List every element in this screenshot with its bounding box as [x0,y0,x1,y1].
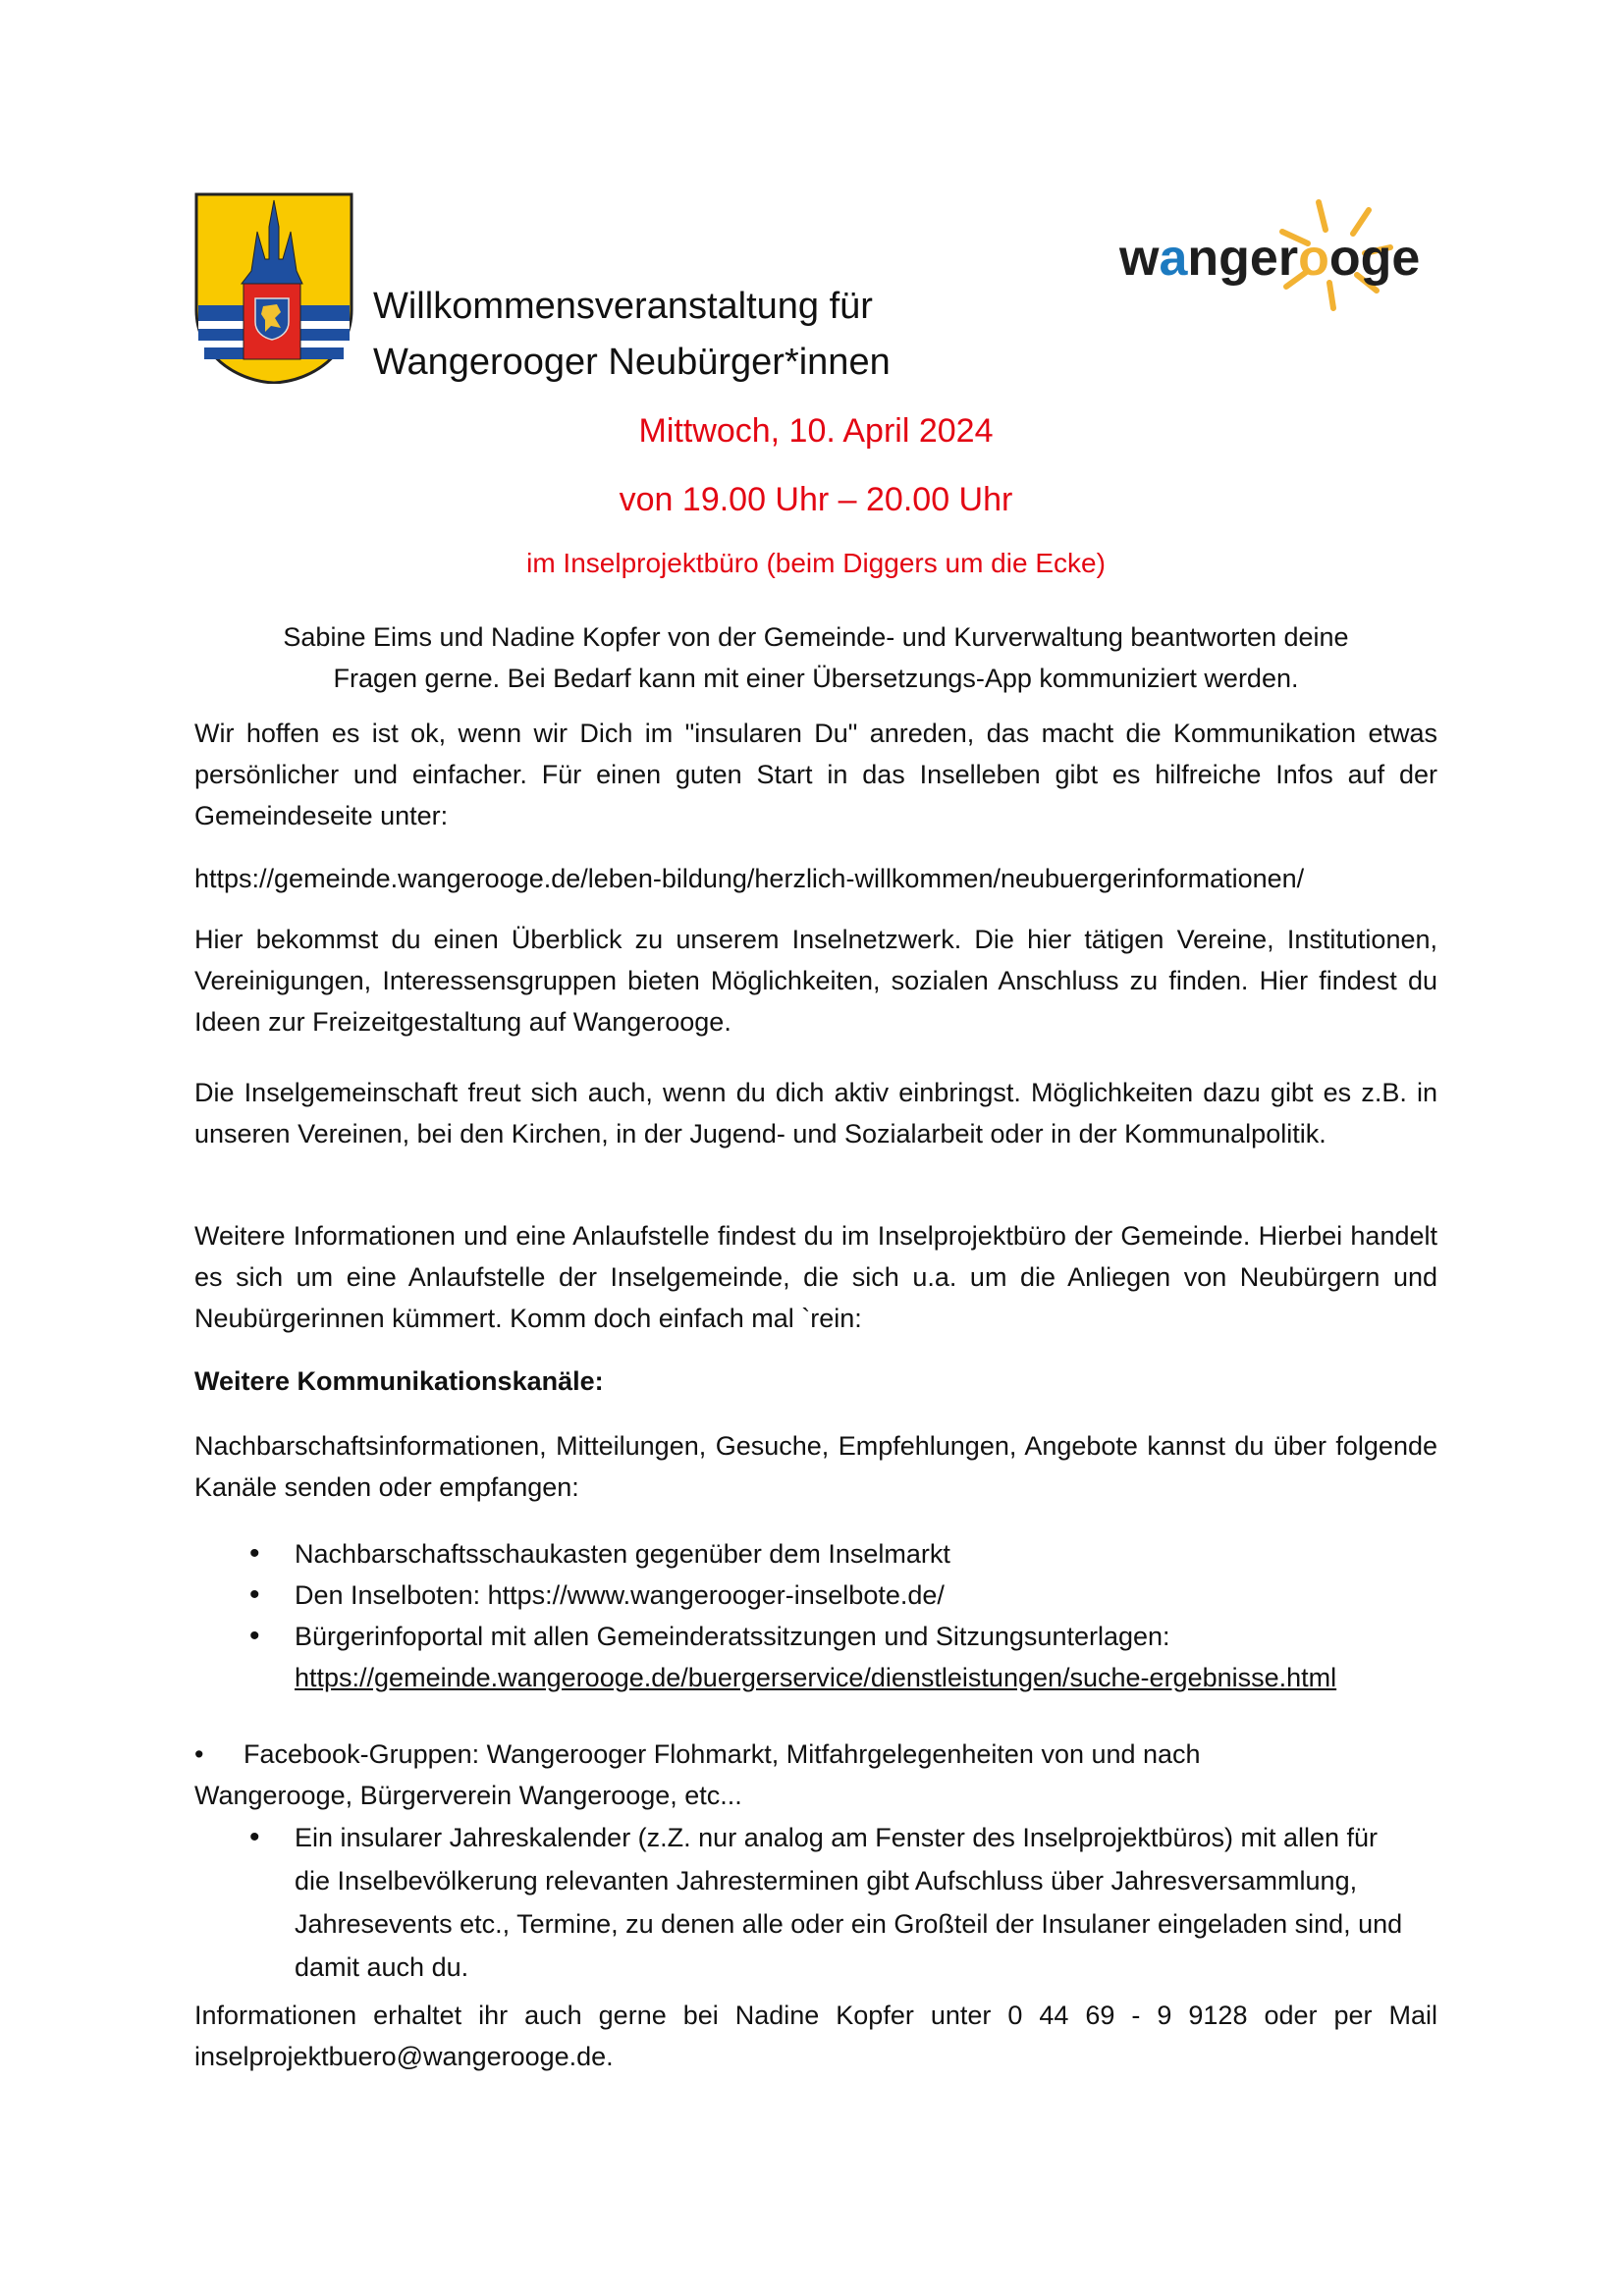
title-line-2: Wangerooger Neubürger*innen [373,342,891,383]
paragraph-anlaufstelle: Weitere Informationen und eine Anlaufstelle findest du im Inselprojektbüro der Gemeinde. Hierbei handelt es sich um eine Anlaufstelle der Inselgemeinde, die sich u.a. um die Anliegen von Neubürgern und Neubürgerinnen kümmert. Komm doch einfach mal `rein: [194,1221,1437,1333]
coat-of-arms-icon [194,192,353,384]
intro-line-2: Fragen gerne. Bei Bedarf kann mit einer Übersetzungs-App kommuniziert werden. [333,664,1299,693]
facebook-groups: • Facebook-Gruppen: Wangerooger Flohmarkt, Mitfahrgelegenheiten von und nach Wangerooge, Bürgerverein Wangerooge, etc... [194,1734,1437,1816]
inselbote-link[interactable]: Den Inselboten: https://www.wangerooger-inselbote.de/ [295,1580,945,1610]
bullet-icon: • [194,1739,204,1769]
channel-list [194,1533,1437,1698]
list-item [194,1575,1437,1616]
page-title [373,279,891,391]
event-date: Mittwoch, 10. April 2024 [638,412,994,450]
event-time: von 19.00 Uhr – 20.00 Uhr [619,481,1013,518]
intro-line-1: Sabine Eims und Nadine Kopfer von der Gemeinde- und Kurverwaltung beantworten deine [283,622,1349,652]
intro-text [194,616,1437,699]
list-item: • Nachbarschaftsschaukasten gegenüber dem Inselmarkt [194,1533,1437,1575]
paragraph-du: Wir hoffen es ist ok, wenn wir Dich im "insularen Du" anreden, das macht die Kommunikation etwas persönlicher und einfacher. Für einen guten Start in das Inselleben gibt es hilfreiche Infos auf der Gemeindeseite unter: [194,719,1437,830]
paragraph-netzwerk: Hier bekommst du einen Überblick zu unserem Inselnetzwerk. Die hier tätigen Vereine, Institutionen, Vereinigungen, Interessensgruppen bieten Möglichkeiten, sozialen Anschluss zu finden. Hier findest du Ideen zur Freizeitgestaltung auf Wangerooge. [194,925,1437,1037]
contact-paragraph: Informationen erhaltet ihr auch gerne bei Nadine Kopfer unter 0 44 69 - 9 9128 oder per Mail inselprojektbuero@wangerooge.de. [194,2001,1437,2071]
logo-wordmark: wangerooge [1119,230,1421,287]
paragraph-gemeinschaft: Die Inselgemeinschaft freut sich auch, wenn du dich aktiv einbringst. Möglichkeiten dazu gibt es z.B. in unseren Vereinen, bei den Kirchen, in der Jugend- und Sozialarbeit oder in der Kommunalpolitik. [194,1078,1437,1148]
calendar-list [194,1816,1437,1989]
title-line-1: Willkommensveranstaltung für [373,286,873,327]
list-item: • Ein insularer Jahreskalender (z.Z. nur analog am Fenster des Inselprojektbüros) mit allen für die Inselbevölkerung relevanten Jahresterminen gibt Aufschluss über Jahresversammlung, Jahresevents etc., Termine, zu denen alle oder ein Großteil der Insulaner eingeladen sind, und damit auch du. [194,1816,1437,1989]
wangerooge-logo [1119,192,1443,315]
list-item: • Bürgerinfoportal mit allen Gemeinderatssitzungen und Sitzungsunterlagen: https://gemeinde.wangerooge.de/buergerservice/dienstleistungen/suche-ergebnisse.html [194,1616,1437,1698]
buergerinfoportal-link[interactable]: https://gemeinde.wangerooge.de/buergerservice/dienstleistungen/suche-ergebnisse.html [295,1663,1337,1692]
paragraph-kanaele-intro: Nachbarschaftsinformationen, Mitteilungen, Gesuche, Empfehlungen, Angebote kannst du über folgende Kanäle senden oder empfangen: [194,1431,1437,1502]
event-place: im Inselprojektbüro (beim Diggers um die Ecke) [526,548,1106,578]
section-heading-kanaele: Weitere Kommunikationskanäle: [194,1366,604,1396]
neubuerger-url-link[interactable]: https://gemeinde.wangerooge.de/leben-bildung/herzlich-willkommen/neubuergerinformationen/ [194,864,1305,893]
